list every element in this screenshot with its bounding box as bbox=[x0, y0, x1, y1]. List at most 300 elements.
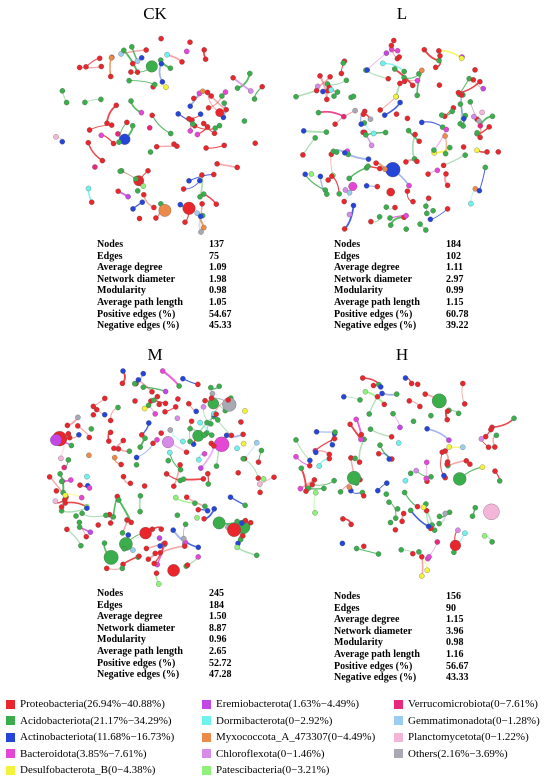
network-node bbox=[428, 217, 433, 222]
network-node bbox=[135, 70, 140, 75]
stat-value: 56.67 bbox=[446, 660, 469, 672]
network-node bbox=[175, 396, 180, 401]
network-node bbox=[47, 474, 52, 479]
network-node bbox=[436, 58, 441, 63]
network-edge bbox=[462, 384, 465, 404]
network-node bbox=[492, 444, 497, 449]
legend-item bbox=[6, 729, 174, 746]
network-node bbox=[86, 186, 91, 191]
network-node bbox=[159, 527, 164, 532]
network-node bbox=[317, 463, 322, 468]
network-node bbox=[168, 131, 173, 136]
network-node bbox=[149, 389, 154, 394]
network-node bbox=[393, 527, 398, 532]
network-node bbox=[190, 121, 195, 126]
network-node bbox=[136, 377, 141, 382]
network-node bbox=[401, 511, 406, 516]
network-node bbox=[116, 446, 121, 451]
network-node bbox=[324, 97, 329, 102]
network-node bbox=[139, 55, 144, 60]
network-node bbox=[384, 492, 389, 497]
network-node bbox=[111, 446, 116, 451]
network-node bbox=[84, 506, 89, 511]
network-node bbox=[108, 74, 113, 79]
stats-row bbox=[97, 658, 249, 670]
network-node bbox=[202, 398, 207, 403]
network-edge bbox=[88, 143, 102, 161]
network-node bbox=[53, 499, 58, 504]
network-node bbox=[156, 581, 161, 586]
stats-row bbox=[97, 274, 249, 286]
network-node bbox=[234, 446, 239, 451]
network-node bbox=[482, 533, 487, 538]
network-node bbox=[338, 489, 343, 494]
stats-row bbox=[334, 672, 486, 684]
network-node bbox=[461, 123, 466, 128]
network-node bbox=[157, 536, 162, 541]
network-edge bbox=[331, 154, 333, 175]
legend-label: Eremiobacterota(1.63%−4.49%) bbox=[216, 698, 360, 711]
network-node bbox=[408, 471, 413, 476]
network-node bbox=[187, 40, 192, 45]
stat-value: 47.28 bbox=[209, 669, 232, 681]
network-node bbox=[477, 188, 482, 193]
stats-row bbox=[334, 262, 486, 274]
network-node bbox=[310, 482, 315, 487]
network-node bbox=[188, 426, 193, 431]
network-edge bbox=[110, 58, 112, 77]
network-node bbox=[488, 427, 493, 432]
network-node bbox=[104, 121, 109, 126]
network-node bbox=[360, 375, 365, 380]
legend-swatch bbox=[202, 716, 211, 725]
network-node bbox=[258, 490, 263, 495]
stats-row bbox=[334, 661, 486, 673]
network-node bbox=[184, 49, 189, 54]
legend-label: Gemmatimonadota(0−1.28%) bbox=[408, 714, 540, 727]
network-node bbox=[344, 78, 349, 83]
network-node bbox=[324, 192, 329, 197]
stat-label: Network diameter bbox=[97, 273, 176, 285]
stats-row bbox=[97, 309, 249, 321]
network-node bbox=[397, 54, 402, 59]
network-node bbox=[212, 131, 217, 136]
stats-row bbox=[334, 320, 486, 332]
network-node bbox=[224, 433, 229, 438]
network-edge bbox=[479, 167, 485, 190]
stat-label: Positive edges (%) bbox=[97, 657, 176, 669]
network-node bbox=[178, 467, 183, 472]
network-node bbox=[130, 548, 135, 553]
stats-row bbox=[97, 239, 249, 251]
network-node bbox=[182, 544, 187, 549]
network-node bbox=[397, 425, 402, 430]
network-node bbox=[99, 133, 104, 138]
network-node bbox=[357, 397, 362, 402]
network-node bbox=[243, 503, 248, 508]
network-node bbox=[367, 411, 372, 416]
network-edge bbox=[90, 125, 112, 130]
legend-swatch bbox=[6, 749, 15, 758]
network-node bbox=[202, 504, 207, 509]
network-node bbox=[65, 423, 70, 428]
network-node bbox=[486, 445, 491, 450]
network-node bbox=[134, 462, 139, 467]
network-node bbox=[411, 419, 416, 424]
network-node bbox=[410, 551, 415, 556]
stat-label: Edges bbox=[334, 250, 360, 262]
stat-value: 1.15 bbox=[446, 614, 464, 626]
network-node bbox=[425, 568, 430, 573]
network-node bbox=[389, 434, 394, 439]
network-node bbox=[437, 514, 442, 519]
stats-row bbox=[97, 611, 249, 623]
network-node bbox=[236, 470, 241, 475]
network-node bbox=[196, 457, 201, 462]
network-node bbox=[318, 174, 323, 179]
stat-value: 90 bbox=[446, 602, 456, 614]
network-node bbox=[201, 476, 206, 481]
network-node bbox=[109, 123, 114, 128]
stat-value: 3.96 bbox=[446, 625, 464, 637]
stat-value: 2.65 bbox=[209, 645, 227, 657]
network-node bbox=[228, 495, 233, 500]
network-node bbox=[142, 483, 147, 488]
stat-label: Negative edges (%) bbox=[334, 320, 417, 332]
stats-row bbox=[334, 591, 486, 603]
network-node bbox=[89, 426, 94, 431]
network-node bbox=[256, 460, 261, 465]
network-node bbox=[141, 184, 146, 189]
network-node bbox=[484, 149, 489, 154]
network-node bbox=[88, 530, 93, 535]
stat-label: Average path length bbox=[97, 645, 183, 657]
network-node bbox=[148, 149, 153, 154]
network-node bbox=[445, 462, 450, 467]
legend-item bbox=[394, 729, 540, 746]
network-node bbox=[188, 104, 193, 109]
network-node bbox=[450, 109, 455, 114]
network-node bbox=[59, 504, 64, 509]
network-node bbox=[146, 420, 151, 425]
network-node bbox=[128, 69, 133, 74]
network-edge bbox=[65, 502, 87, 506]
network-node bbox=[331, 94, 336, 99]
legend-swatch bbox=[394, 749, 403, 758]
network-node bbox=[253, 141, 258, 146]
network-node bbox=[201, 404, 206, 409]
network-node bbox=[353, 108, 358, 113]
network-node bbox=[104, 566, 109, 571]
network-node bbox=[403, 478, 408, 483]
network-node bbox=[78, 543, 83, 548]
network-node bbox=[222, 143, 227, 148]
legend-item bbox=[394, 696, 540, 713]
network-node bbox=[361, 544, 366, 549]
legend-item bbox=[394, 713, 540, 730]
network-node bbox=[439, 113, 444, 118]
network-edge bbox=[314, 493, 316, 513]
network-node bbox=[128, 98, 133, 103]
network-node bbox=[60, 139, 65, 144]
network-node bbox=[456, 90, 461, 95]
network-node bbox=[461, 116, 466, 121]
network-node bbox=[312, 510, 317, 515]
network-node bbox=[208, 421, 213, 426]
network-node bbox=[347, 212, 352, 217]
network-node bbox=[314, 88, 319, 93]
stat-value: 52.72 bbox=[209, 657, 232, 669]
panel-title-h: H bbox=[395, 345, 409, 364]
stat-label: Nodes bbox=[97, 239, 124, 250]
network-node bbox=[194, 409, 199, 414]
network-edge bbox=[319, 112, 344, 117]
network-node bbox=[437, 521, 442, 526]
network-edge bbox=[369, 397, 377, 414]
network-node bbox=[384, 205, 389, 210]
network-edge bbox=[296, 91, 317, 97]
panel-title-ck: CK bbox=[143, 4, 167, 23]
network-node bbox=[86, 453, 91, 458]
network-node bbox=[178, 202, 183, 207]
network-node bbox=[216, 108, 224, 116]
stats-row bbox=[334, 297, 486, 309]
network-node bbox=[186, 116, 191, 121]
network-edge bbox=[217, 164, 237, 168]
network-node bbox=[327, 452, 332, 457]
stats-row bbox=[97, 588, 249, 600]
network-edge bbox=[201, 446, 214, 468]
network-node bbox=[146, 557, 151, 562]
network-node bbox=[127, 449, 132, 454]
stats-row bbox=[334, 309, 486, 321]
network-node bbox=[347, 190, 352, 195]
network-node bbox=[199, 172, 204, 177]
network-node bbox=[405, 189, 410, 194]
network-node bbox=[115, 405, 120, 410]
network-node bbox=[84, 534, 89, 539]
network-node bbox=[468, 99, 473, 104]
network-node bbox=[213, 517, 225, 529]
network-node bbox=[127, 78, 132, 83]
network-node bbox=[471, 77, 476, 82]
network-node bbox=[261, 476, 266, 481]
network-node bbox=[195, 132, 200, 137]
network-node bbox=[83, 64, 88, 69]
network-node bbox=[68, 477, 73, 482]
stat-label: Average degree bbox=[97, 262, 163, 274]
network-node bbox=[387, 215, 392, 220]
network-node bbox=[134, 455, 139, 460]
network-node bbox=[445, 417, 450, 422]
network-node bbox=[165, 52, 170, 57]
network-node bbox=[96, 522, 101, 527]
network-node bbox=[115, 131, 120, 136]
network-node bbox=[141, 371, 146, 376]
network-node bbox=[248, 88, 253, 93]
network-node bbox=[108, 430, 113, 435]
network-node bbox=[387, 188, 395, 196]
network-node bbox=[328, 74, 333, 79]
network-node bbox=[119, 462, 124, 467]
stat-label: Modularity bbox=[334, 285, 383, 297]
network-node bbox=[211, 443, 216, 448]
network-edge bbox=[405, 493, 418, 507]
network-edge bbox=[82, 513, 106, 516]
network-node bbox=[106, 439, 111, 444]
stat-label: Average degree bbox=[334, 614, 400, 626]
network-node bbox=[66, 457, 71, 462]
network-node bbox=[77, 525, 82, 530]
stat-value: 156 bbox=[446, 591, 461, 602]
stat-value: 1.16 bbox=[446, 648, 464, 660]
network-node bbox=[257, 482, 262, 487]
stats-row bbox=[97, 285, 249, 297]
network-node bbox=[144, 546, 149, 551]
network-node bbox=[132, 398, 137, 403]
network-node bbox=[146, 61, 158, 73]
network-node bbox=[197, 178, 202, 183]
network-node bbox=[129, 44, 134, 49]
network-node bbox=[384, 51, 389, 56]
network-node bbox=[426, 524, 431, 529]
network-node bbox=[254, 440, 259, 445]
network-node bbox=[58, 456, 63, 461]
network-node bbox=[205, 471, 210, 476]
panel-title-m: M bbox=[147, 345, 163, 364]
network-node bbox=[421, 505, 426, 510]
legend-item bbox=[202, 696, 375, 713]
network-node bbox=[238, 419, 243, 424]
network-node bbox=[217, 123, 222, 128]
network-node bbox=[87, 127, 92, 132]
network-node bbox=[130, 123, 135, 128]
stat-label: Positive edges (%) bbox=[97, 308, 176, 320]
network-node bbox=[329, 174, 334, 179]
stat-value: 1.98 bbox=[209, 273, 227, 285]
network-node bbox=[446, 438, 451, 443]
network-node bbox=[120, 368, 125, 373]
network-node bbox=[342, 226, 347, 231]
network-node bbox=[417, 404, 422, 409]
network-node bbox=[443, 171, 448, 176]
network-node bbox=[458, 102, 463, 107]
stat-value: 1.09 bbox=[209, 262, 227, 274]
stat-label: Average degree bbox=[334, 262, 400, 274]
network-node bbox=[163, 401, 168, 406]
network-node bbox=[142, 406, 147, 411]
stats-table-ck bbox=[97, 239, 249, 332]
network-node bbox=[235, 86, 240, 91]
network-node bbox=[473, 505, 478, 510]
network-node bbox=[121, 48, 126, 53]
legend-item bbox=[202, 746, 375, 763]
stat-label: Average path length bbox=[334, 648, 420, 660]
stat-label: Average degree bbox=[97, 611, 163, 623]
network-node bbox=[366, 157, 371, 162]
network-node bbox=[214, 202, 219, 207]
network-node bbox=[202, 516, 207, 521]
network-node bbox=[223, 90, 228, 95]
network-node bbox=[53, 134, 58, 139]
network-node bbox=[443, 511, 448, 516]
network-node bbox=[361, 493, 366, 498]
network-node bbox=[437, 83, 442, 88]
network-node bbox=[435, 539, 440, 544]
network-node bbox=[376, 451, 381, 456]
stat-value: 137 bbox=[209, 239, 224, 250]
network-graph-l bbox=[290, 28, 510, 238]
network-node bbox=[154, 437, 159, 442]
network-node bbox=[365, 67, 370, 72]
network-node bbox=[341, 394, 346, 399]
network-node bbox=[472, 67, 477, 72]
network-node bbox=[405, 116, 410, 121]
network-node bbox=[423, 227, 428, 232]
network-node bbox=[152, 82, 157, 87]
stats-row bbox=[334, 637, 486, 649]
legend-swatch bbox=[6, 766, 15, 775]
stats-row bbox=[97, 262, 249, 274]
stats-row bbox=[334, 626, 486, 638]
network-node bbox=[347, 176, 352, 181]
network-node bbox=[436, 48, 441, 53]
network-node bbox=[89, 200, 94, 205]
network-node bbox=[490, 539, 495, 544]
legend-label: Actinobacteriota(11.68%−16.73%) bbox=[20, 731, 175, 744]
network-node bbox=[205, 508, 210, 513]
network-node bbox=[167, 450, 172, 455]
network-node bbox=[386, 500, 391, 505]
network-node bbox=[321, 486, 326, 491]
network-node bbox=[60, 88, 65, 93]
network-node bbox=[378, 384, 383, 389]
network-node bbox=[164, 471, 169, 476]
network-node bbox=[271, 475, 276, 480]
network-node bbox=[171, 528, 176, 533]
network-node bbox=[393, 94, 398, 99]
network-node bbox=[153, 411, 158, 416]
network-node bbox=[423, 392, 428, 397]
stat-label: Positive edges (%) bbox=[334, 660, 413, 672]
stat-label: Average path length bbox=[97, 296, 183, 308]
network-node bbox=[511, 416, 516, 421]
legend-item bbox=[6, 696, 174, 713]
network-node bbox=[173, 404, 178, 409]
network-node bbox=[235, 165, 240, 170]
network-node bbox=[178, 462, 183, 467]
stat-value: 1.05 bbox=[209, 296, 227, 308]
network-node bbox=[441, 473, 446, 478]
network-node bbox=[198, 420, 203, 425]
network-node bbox=[462, 401, 467, 406]
network-node bbox=[496, 149, 501, 154]
network-node bbox=[180, 376, 185, 381]
legend-swatch bbox=[202, 733, 211, 742]
stat-value: 0.96 bbox=[209, 634, 227, 646]
network-node bbox=[316, 110, 321, 115]
network-node bbox=[391, 38, 396, 43]
network-node bbox=[235, 545, 240, 550]
network-node bbox=[160, 79, 165, 84]
network-node bbox=[424, 460, 429, 465]
network-node bbox=[103, 513, 108, 518]
network-node bbox=[419, 120, 424, 125]
network-node bbox=[478, 135, 483, 140]
network-node bbox=[334, 150, 339, 155]
network-node bbox=[129, 520, 134, 525]
network-node bbox=[152, 561, 157, 566]
